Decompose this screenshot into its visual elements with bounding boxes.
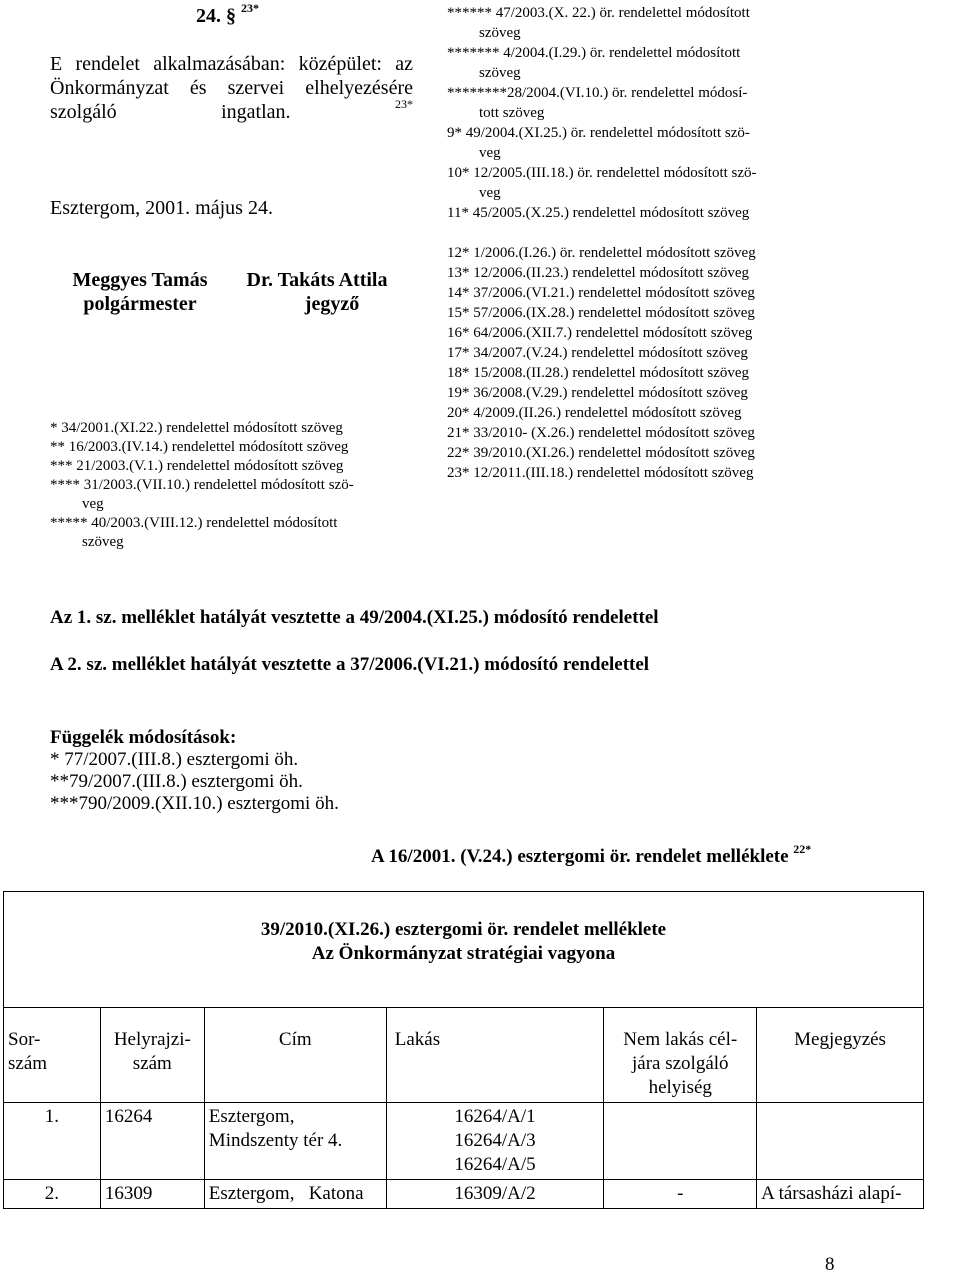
amendment-line: 19* 36/2008.(V.29.) rendelettel módosított szöveg bbox=[447, 385, 748, 401]
mayor-name: Meggyes Tamás bbox=[72, 269, 208, 291]
amendment-line: **** 31/2003.(VII.10.) rendelettel módosított szö- bbox=[50, 477, 354, 493]
annex-title-text: A 16/2001. (V.24.) esztergomi ör. rendelet melléklete bbox=[371, 846, 789, 867]
section-number-sup: 23* bbox=[241, 1, 259, 16]
section-number bbox=[196, 1, 259, 28]
cell-cim: Esztergom, Mindszenty tér 4. bbox=[204, 1103, 386, 1180]
appendix-heading: Függelék módosítások: bbox=[50, 727, 237, 748]
table-title-line2: Az Önkormányzat stratégiai vagyona bbox=[311, 943, 616, 964]
cell-nemlakas: - bbox=[604, 1180, 757, 1209]
signature-notary bbox=[232, 268, 402, 316]
cell-no: 2. bbox=[4, 1180, 101, 1209]
appendix-item: ***790/2009.(XII.10.) esztergomi öh. bbox=[50, 793, 339, 814]
notary-name: Dr. Takáts Attila bbox=[246, 269, 388, 291]
amendment-line: veg bbox=[479, 185, 501, 201]
cell-hrsz: 16309 bbox=[100, 1180, 204, 1209]
amendment-line: ****** 47/2003.(X. 22.) ör. rendelettel módosított bbox=[447, 5, 750, 21]
table-title-line1: 39/2010.(XI.26.) esztergomi ör. rendelet melléklete bbox=[260, 919, 667, 940]
col-header-helyrajzi: Helyrajzi- szám bbox=[100, 1008, 204, 1103]
amendment-line: ** 16/2003.(IV.14.) rendelettel módosított szöveg bbox=[50, 439, 349, 455]
cell-no: 1. bbox=[4, 1103, 101, 1180]
amendment-line: *** 21/2003.(V.1.) rendelettel módosított szöveg bbox=[50, 458, 344, 474]
amendment-line: 9* 49/2004.(XI.25.) ör. rendelettel módosított szö- bbox=[447, 125, 750, 141]
section-number-text: 24. § bbox=[196, 5, 236, 27]
amendment-line: ***** 40/2003.(VIII.12.) rendelettel módosított bbox=[50, 515, 338, 531]
definition-text: E rendelet alkalmazásában: középület: az Önkormányzat és szervei elhelyezésére szolgáló ingatlan. bbox=[50, 53, 413, 123]
col-header-cim: Cím bbox=[204, 1008, 386, 1103]
amendment-line: 13* 12/2006.(II.23.) rendelettel módosított szöveg bbox=[447, 265, 750, 281]
cell-cim: Esztergom, Katona bbox=[204, 1180, 386, 1209]
amendment-line: veg bbox=[82, 496, 104, 512]
cell-nemlakas bbox=[604, 1103, 757, 1180]
amendment-line: szöveg bbox=[479, 25, 521, 41]
page-number: 8 bbox=[825, 1254, 835, 1275]
amendment-line: 16* 64/2006.(XII.7.) rendelettel módosított szöveg bbox=[447, 325, 753, 341]
strategic-assets-table bbox=[3, 891, 924, 1204]
amendment-line: 10* 12/2005.(III.18.) ör. rendelettel módosított szö- bbox=[447, 165, 757, 181]
amendment-list-right-top bbox=[447, 3, 847, 223]
appendix-block bbox=[50, 727, 339, 815]
amendment-line: 21* 33/2010- (X.26.) rendelettel módosított szöveg bbox=[447, 425, 755, 441]
cell-lakas: 16264/A/1 16264/A/3 16264/A/5 bbox=[386, 1103, 604, 1180]
amendment-line: szöveg bbox=[82, 534, 124, 550]
appendix-item: * 77/2007.(III.8.) esztergomi öh. bbox=[50, 749, 299, 770]
amendment-list-right-bottom bbox=[447, 243, 847, 483]
amendment-line: 11* 45/2005.(X.25.) rendelettel módosított szöveg bbox=[447, 205, 750, 221]
cell-hrsz: 16264 bbox=[100, 1103, 204, 1180]
definition-paragraph bbox=[50, 52, 413, 124]
amendment-line: 22* 39/2010.(XI.26.) rendelettel módosított szöveg bbox=[447, 445, 755, 461]
amendment-line: ******* 4/2004.(I.29.) ör. rendelettel módosított bbox=[447, 45, 741, 61]
place-date: Esztergom, 2001. május 24. bbox=[50, 197, 273, 219]
amendment-line: 18* 15/2008.(II.28.) rendelettel módosított szöveg bbox=[447, 365, 750, 381]
cell-megjegyzes bbox=[757, 1103, 924, 1180]
amendment-line: 12* 1/2006.(I.26.) ör. rendelettel módosított szöveg bbox=[447, 245, 756, 261]
cell-megjegyzes: A társasházi alapí- bbox=[757, 1180, 924, 1209]
amendment-line: 15* 57/2006.(IX.28.) rendelettel módosított szöveg bbox=[447, 305, 755, 321]
mayor-title: polgármester bbox=[83, 293, 197, 315]
table-row bbox=[4, 1180, 924, 1209]
table-title-cell bbox=[4, 892, 924, 1008]
amendment-list-left bbox=[50, 419, 413, 552]
annex-note-2: A 2. sz. melléklet hatályát vesztette a 37/2006.(VI.21.) módosító rendelettel bbox=[50, 654, 650, 675]
col-header-nemlakas: Nem lakás cél- jára szolgáló helyiség bbox=[604, 1008, 757, 1103]
amendment-line: tott szöveg bbox=[479, 105, 545, 121]
amendment-line: 20* 4/2009.(II.26.) rendelettel módosított szöveg bbox=[447, 405, 742, 421]
col-header-megjegyzes: Megjegyzés bbox=[757, 1008, 924, 1103]
amendment-line: * 34/2001.(XI.22.) rendelettel módosított szöveg bbox=[50, 420, 343, 436]
cell-lakas: 16309/A/2 bbox=[386, 1180, 604, 1209]
annex-title-sup: 22* bbox=[793, 841, 812, 856]
amendment-line: ********28/2004.(VI.10.) ör. rendelettel módosí- bbox=[447, 85, 748, 101]
amendment-line: veg bbox=[479, 145, 501, 161]
notary-title: jegyző bbox=[304, 293, 360, 315]
amendment-line: 14* 37/2006.(VI.21.) rendelettel módosított szöveg bbox=[447, 285, 755, 301]
amendment-line: 23* 12/2011.(III.18.) rendelettel módosított szöveg bbox=[447, 465, 754, 481]
annex-title bbox=[371, 841, 812, 868]
amendment-line: 17* 34/2007.(V.24.) rendelettel módosított szöveg bbox=[447, 345, 748, 361]
definition-sup: 23* bbox=[395, 97, 414, 112]
col-header-lakas: Lakás bbox=[386, 1008, 604, 1103]
signature-mayor bbox=[60, 268, 220, 316]
amendment-line: szöveg bbox=[479, 65, 521, 81]
annex-note-1: Az 1. sz. melléklet hatályát vesztette a 49/2004.(XI.25.) módosító rendelettel bbox=[50, 607, 659, 628]
col-header-sorszam: Sor- szám bbox=[4, 1008, 101, 1103]
table-row bbox=[4, 1103, 924, 1180]
appendix-item: **79/2007.(III.8.) esztergomi öh. bbox=[50, 771, 303, 792]
